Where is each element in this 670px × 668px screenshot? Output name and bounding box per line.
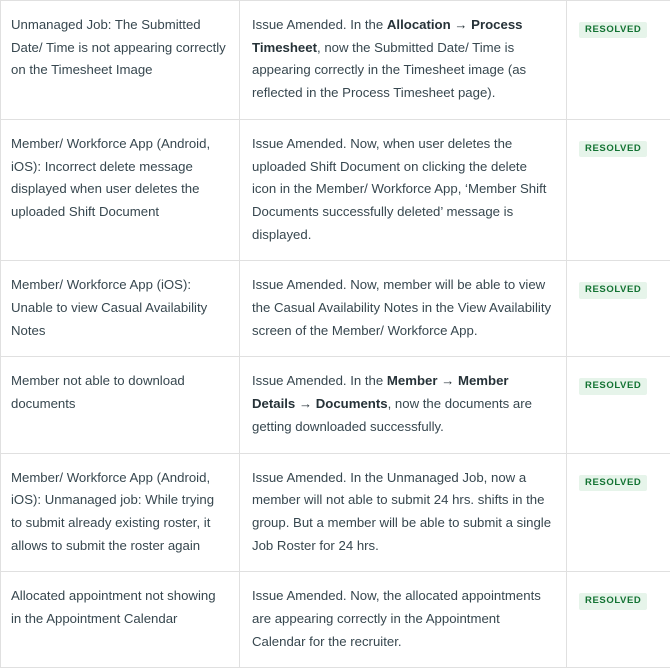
status-badge: RESOLVED <box>579 141 647 157</box>
issue-resolution <box>240 119 567 261</box>
table-row <box>1 453 670 572</box>
issue-resolution <box>240 572 567 668</box>
issue-resolution <box>240 261 567 357</box>
issues-table-body <box>1 1 670 668</box>
table-row <box>1 119 670 261</box>
resolution-prefix: Issue Amended. Now, the allocated appointments are appearing correctly in the Appointment Calendar for the recruiter. <box>252 588 541 648</box>
resolution-suffix: , now the documents are getting downloaded successfully. <box>252 396 532 434</box>
issue-description: Unmanaged Job: The Submitted Date/ Time is not appearing correctly on the Timesheet Image <box>1 1 240 120</box>
status-cell <box>567 357 670 453</box>
issue-resolution <box>240 357 567 453</box>
issue-resolution <box>240 1 567 120</box>
resolution-prefix: Issue Amended. In the <box>252 17 387 32</box>
resolution-prefix: Issue Amended. Now, when user deletes the uploaded Shift Document on clicking the delete icon in the Member/ Workforce App, ‘Member Shift Documents successfully deleted’ message is displayed. <box>252 136 546 242</box>
table-row <box>1 572 670 668</box>
status-cell <box>567 119 670 261</box>
resolution-prefix: Issue Amended. Now, member will be able to view the Casual Availability Notes in the View Availability screen of the Member/ Workforce App. <box>252 277 551 337</box>
issue-description: Member/ Workforce App (Android, iOS): Incorrect delete message displayed when user deletes the uploaded Shift Document <box>1 119 240 261</box>
status-cell <box>567 261 670 357</box>
resolution-prefix: Issue Amended. In the <box>252 373 387 388</box>
status-cell <box>567 572 670 668</box>
issue-description: Member not able to download documents <box>1 357 240 453</box>
issue-resolution <box>240 453 567 572</box>
status-badge: RESOLVED <box>579 378 647 394</box>
status-badge: RESOLVED <box>579 593 647 609</box>
table-row <box>1 1 670 120</box>
status-badge: RESOLVED <box>579 282 647 298</box>
resolution-path: Allocation → Process Timesheet <box>252 17 522 55</box>
status-cell <box>567 453 670 572</box>
table-row <box>1 357 670 453</box>
issue-description: Member/ Workforce App (Android, iOS): Unmanaged job: While trying to submit already existing roster, it allows to submit the roster again <box>1 453 240 572</box>
resolution-prefix: Issue Amended. In the Unmanaged Job, now a member will not able to submit 24 hrs. shifts in the group. But a member will be able to submit a single Job Roster for 24 hrs. <box>252 470 551 553</box>
status-cell <box>567 1 670 120</box>
resolution-suffix: , now the Submitted Date/ Time is appearing correctly in the Timesheet image (as reflected in the Process Timesheet page). <box>252 40 526 100</box>
issue-description: Allocated appointment not showing in the Appointment Calendar <box>1 572 240 668</box>
status-badge: RESOLVED <box>579 22 647 38</box>
resolution-path: Member → Member Details → Documents <box>252 373 509 411</box>
status-badge: RESOLVED <box>579 475 647 491</box>
table-row <box>1 261 670 357</box>
issue-description: Member/ Workforce App (iOS): Unable to view Casual Availability Notes <box>1 261 240 357</box>
